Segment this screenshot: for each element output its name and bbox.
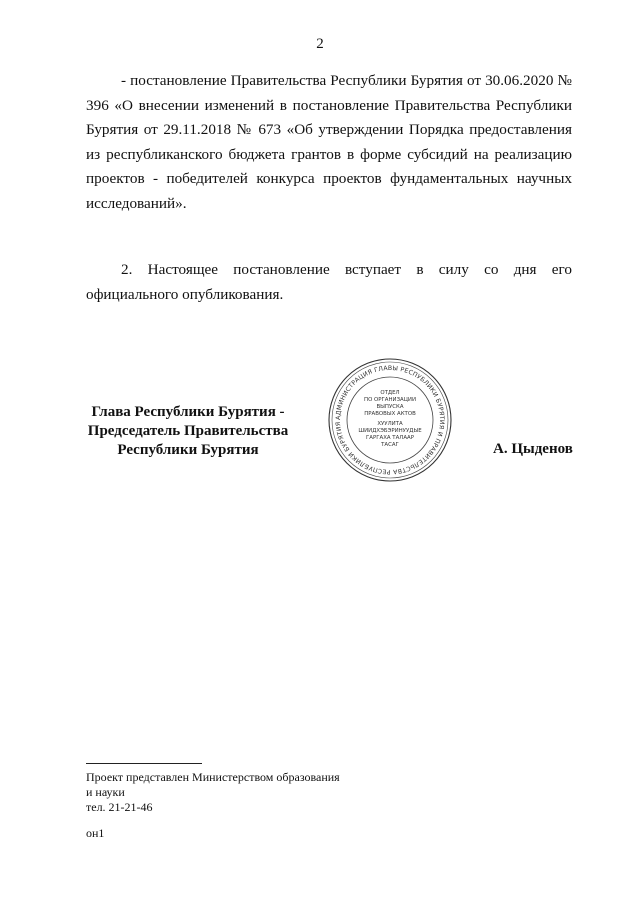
seal-inner-line: ОТДЕЛ xyxy=(380,390,400,396)
seal-inner-line: ГАРГАХА ТАЛААР xyxy=(366,435,414,441)
signatory-name: А. Цыденов xyxy=(493,441,573,457)
footnote-line: тел. 21-21-46 xyxy=(86,800,153,814)
page-number: 2 xyxy=(316,36,324,52)
seal-outer-text: АДМИНИСТРАЦИЯ ГЛАВЫ РЕСПУБЛИКИ БУРЯТИЯ И ПРАВИТЕЛЬСТВА РЕСПУБЛИКИ БУРЯТИЯ xyxy=(334,364,446,476)
footnote xyxy=(86,770,340,815)
seal-inner-line: ПРАВОВЫХ АКТОВ xyxy=(364,411,416,417)
footnote-line: Проект представлен Министерством образования xyxy=(86,770,340,784)
document-code: он1 xyxy=(86,826,105,840)
footnote-line: и науки xyxy=(86,785,125,799)
seal-inner-line: ТАСАГ xyxy=(381,442,399,448)
svg-text:АДМИНИСТРАЦИЯ ГЛАВЫ РЕСПУБЛИКИ xyxy=(335,365,445,475)
seal-inner-line: ВЫПУСКА xyxy=(376,404,404,410)
seal-inner-line: ПО ОРГАНИЗАЦИИ xyxy=(364,397,416,403)
paragraph-repealed-act: - постановление Правительства Республики Бурятия от 30.06.2020 № 396 «О внесении изменений в постановление Правительства Республики Бурятия от 29.11.2018 № 673 «Об утверждении Порядка предоставления из республиканского бюджета грантов в форме субсидий на реализацию проектов - победителей конкурса проектов фундаментальных научных исследований». xyxy=(86,72,572,212)
signatory-title-line: Председатель Правительства xyxy=(87,423,289,439)
signatory-title-line: Республики Бурятия xyxy=(117,442,259,458)
signatory-title xyxy=(60,403,316,460)
seal-inner-line: ШИИДХЭБЭРИНУУДЫЕ xyxy=(358,428,422,434)
seal-inner-line: ХУУЛИТА xyxy=(377,421,403,427)
paragraph-entry-into-force: 2. Настоящее постановление вступает в силу со дня его официального опубликования. xyxy=(86,261,572,303)
signatory-title-line: Глава Республики Бурятия - xyxy=(91,404,285,420)
footnote-divider xyxy=(86,763,202,764)
official-seal-stamp xyxy=(326,356,454,484)
